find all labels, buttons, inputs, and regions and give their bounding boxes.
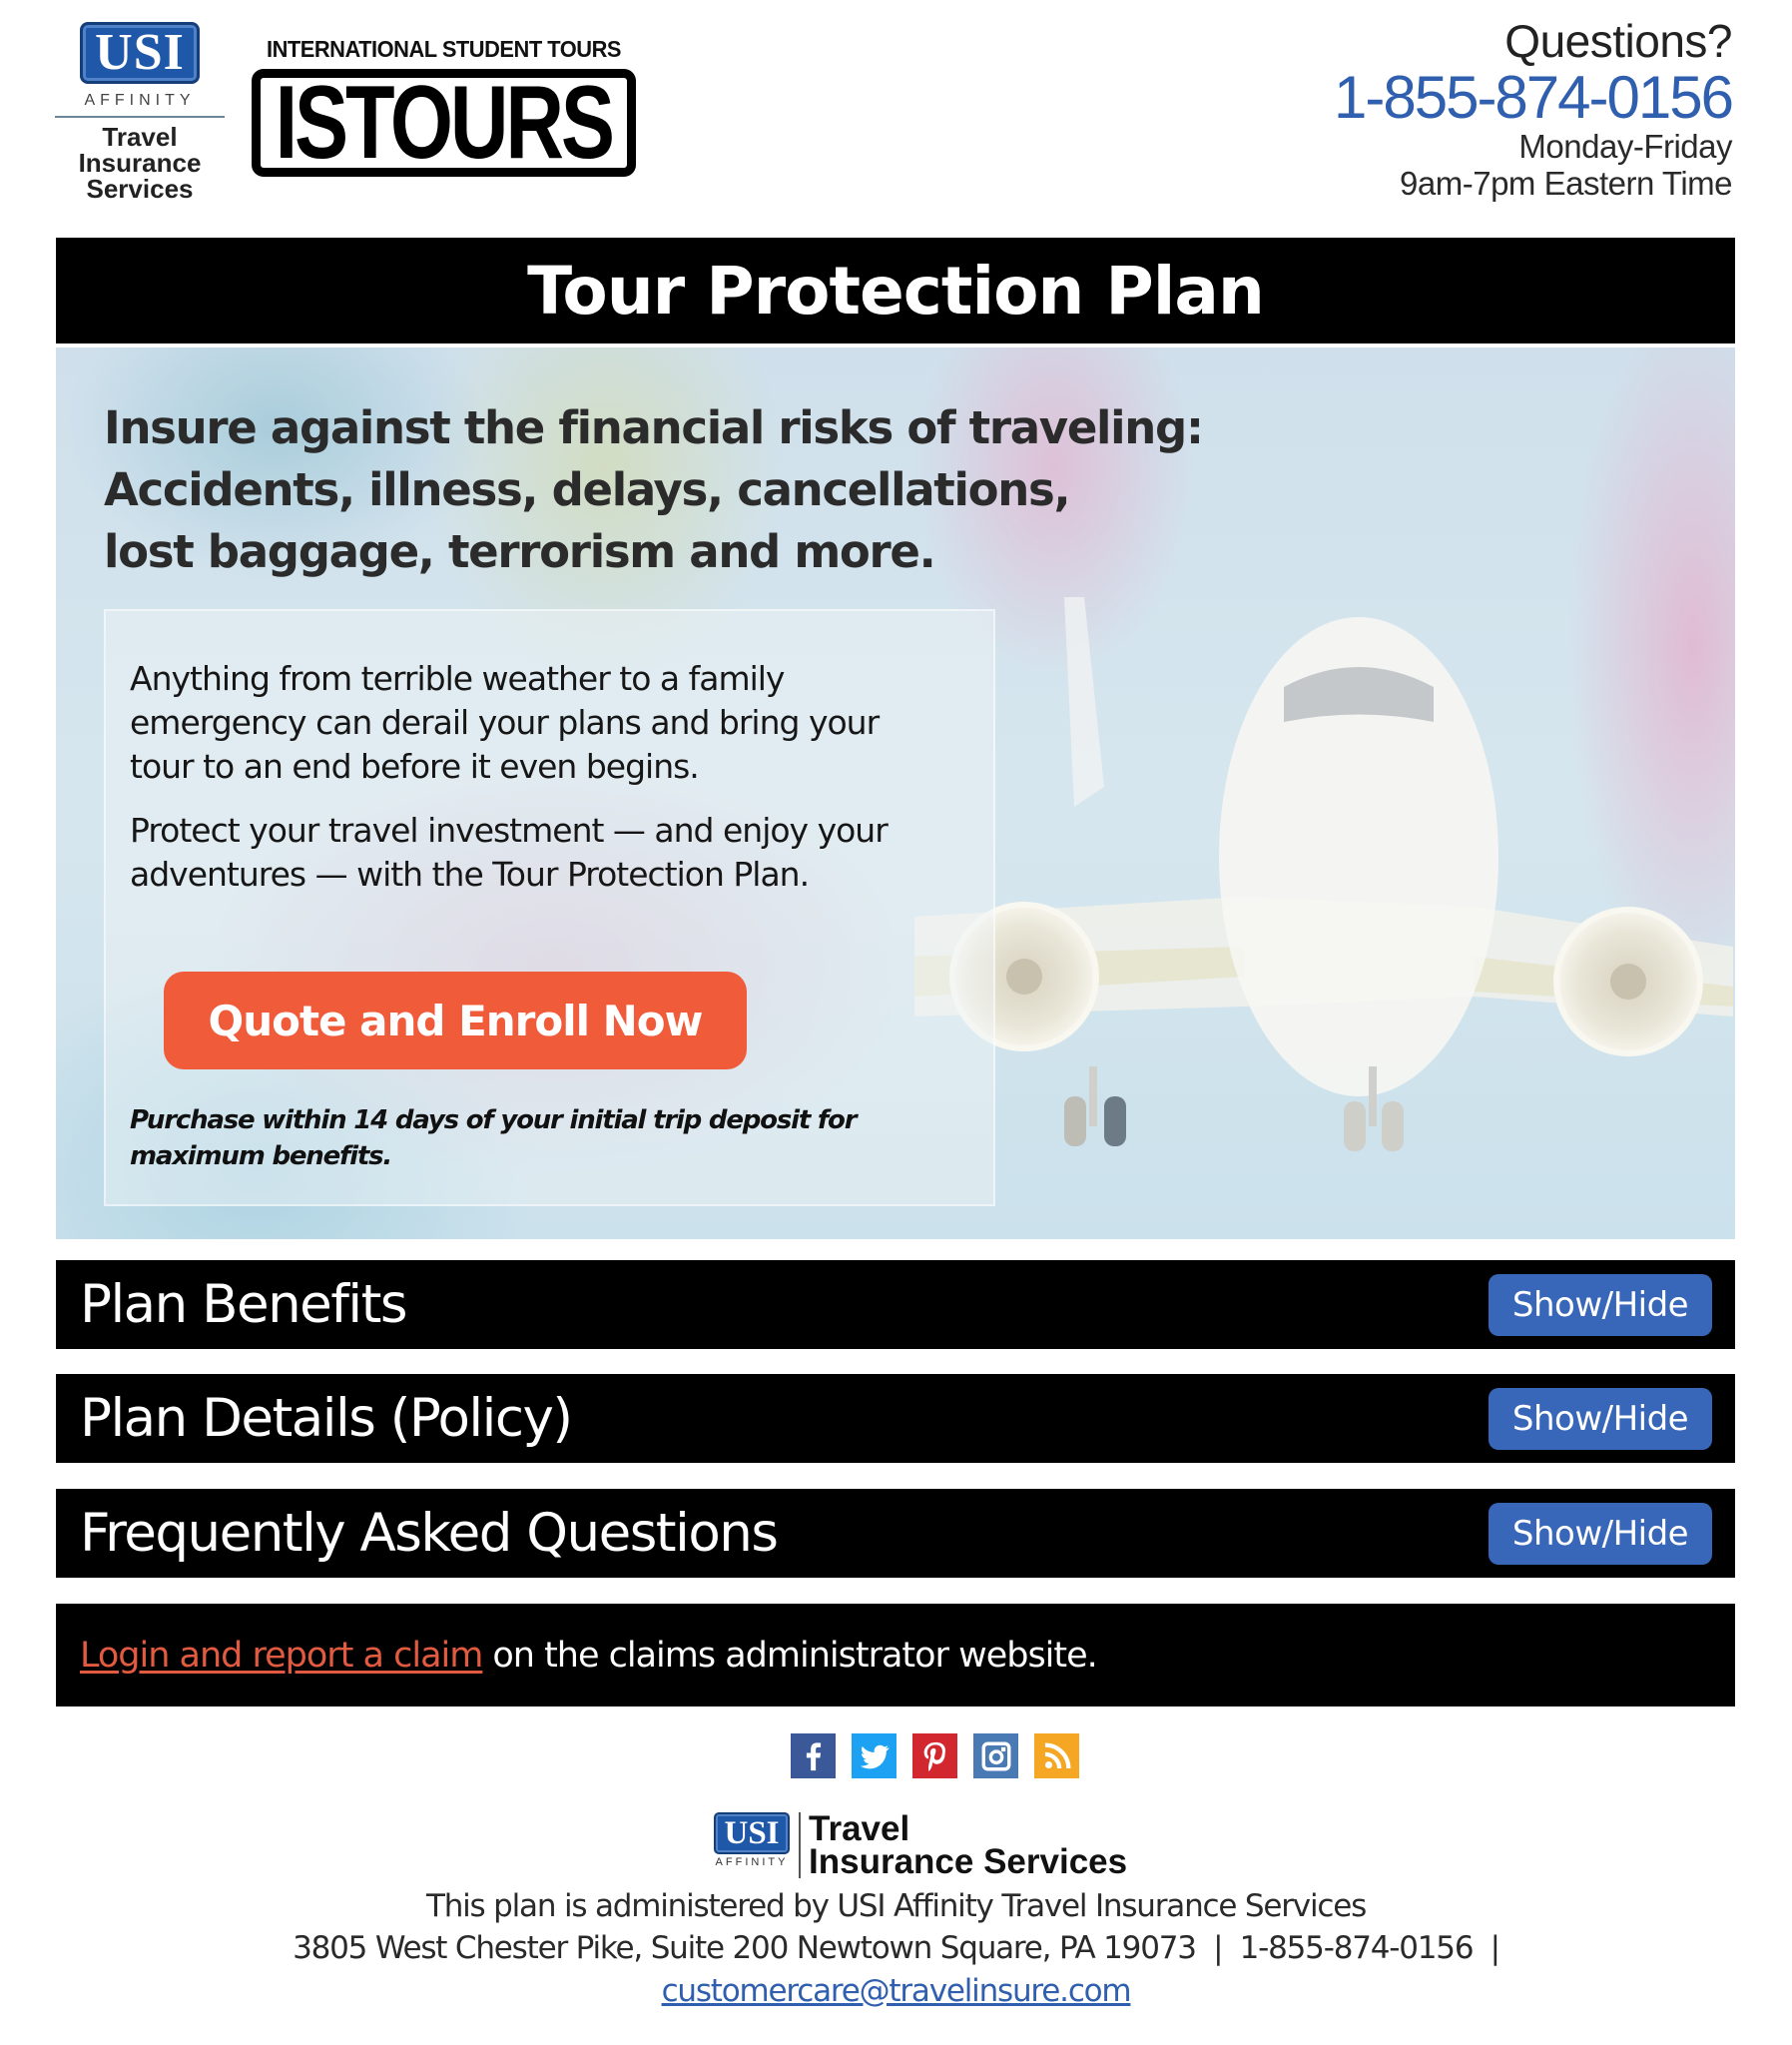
rss-icon[interactable]	[1034, 1733, 1079, 1778]
hero-paragraph-1: Anything from terrible weather to a family emergency can derail your plans and bring your tour to an end before it even begins.	[130, 659, 880, 786]
hero-banner	[56, 347, 1735, 1239]
section-title: Plan Details (Policy)	[80, 1388, 572, 1449]
plan-details-toggle-button[interactable]: Show/Hide	[1489, 1388, 1712, 1450]
section-plan-benefits	[56, 1260, 1735, 1349]
footer-logo-insurance-services: Insurance Services	[809, 1842, 1128, 1881]
footer-logo-travel: Travel	[809, 1809, 910, 1848]
footer-logo-divider	[799, 1812, 801, 1878]
facebook-icon[interactable]	[791, 1733, 836, 1778]
pinterest-icon[interactable]	[912, 1733, 957, 1778]
hero-headline	[104, 397, 1203, 583]
footer-usi-logo	[711, 1809, 1128, 1881]
purchase-note: Purchase within 14 days of your initial trip deposit for maximum benefits.	[130, 1105, 857, 1171]
usi-mark: USI	[80, 22, 200, 84]
plan-benefits-toggle-button[interactable]: Show/Hide	[1489, 1274, 1712, 1336]
usi-affinity-label: AFFINITY	[84, 92, 196, 109]
quote-and-enroll-button[interactable]: Quote and Enroll Now	[164, 972, 747, 1069]
footer-address: 3805 West Chester Pike, Suite 200 Newtown Square, PA 19073 | 1-855-874-0156 |	[293, 1930, 1499, 1966]
section-title: Plan Benefits	[80, 1274, 407, 1335]
usi-line-travel: Travel	[102, 122, 178, 152]
claim-text: on the claims administrator website.	[492, 1635, 1097, 1676]
usi-line-services: Services	[86, 174, 194, 204]
headline-line: Insure against the financial risks of traveling:	[104, 401, 1203, 454]
section-faq	[56, 1489, 1735, 1578]
faq-toggle-button[interactable]: Show/Hide	[1489, 1503, 1712, 1565]
usi-affinity-logo	[55, 22, 225, 202]
headline-line: Accidents, illness, delays, cancellations,	[104, 463, 1070, 516]
contact-days: Monday-Friday	[1518, 128, 1732, 165]
contact-phone[interactable]: 1-855-874-0156	[1333, 64, 1732, 131]
twitter-icon[interactable]	[852, 1733, 896, 1778]
usi-divider	[55, 116, 225, 118]
section-title: Frequently Asked Questions	[80, 1503, 778, 1564]
footer-usi-mark-block	[711, 1812, 793, 1868]
istours-logo	[252, 36, 636, 181]
istours-wordmark: ISTOURS	[275, 65, 613, 181]
section-plan-details	[56, 1374, 1735, 1463]
claim-bar	[56, 1604, 1735, 1706]
airplane-illustration-icon	[914, 597, 1733, 1156]
contact-question: Questions?	[1504, 15, 1732, 67]
social-links	[791, 1733, 1079, 1778]
istours-wordmark-box	[252, 65, 636, 181]
contact-block	[1334, 14, 1732, 202]
footer-affinity-label: AFFINITY	[715, 1856, 789, 1868]
report-claim-link[interactable]: Login and report a claim	[80, 1635, 483, 1676]
footer-usi-mark: USI	[714, 1812, 790, 1854]
contact-hours: 9am-7pm Eastern Time	[1400, 165, 1732, 202]
hero-paragraph-2: Protect your travel investment — and enjoy your adventures — with the Tour Protection Plan.	[130, 811, 888, 894]
instagram-icon[interactable]	[973, 1733, 1018, 1778]
istours-tagline: INTERNATIONAL STUDENT TOURS	[266, 36, 621, 62]
usi-line-insurance: Insurance	[78, 148, 202, 178]
headline-line: lost baggage, terrorism and more.	[104, 525, 935, 578]
footer-logo-text	[809, 1809, 1128, 1881]
footer-email-line	[0, 1973, 1792, 2009]
footer-admin-text: This plan is administered by USI Affinity Travel Insurance Services	[425, 1888, 1367, 1924]
page-title: Tour Protection Plan	[527, 252, 1264, 330]
customer-care-email-link[interactable]: customercare@travelinsure.com	[661, 1973, 1131, 2009]
title-bar	[56, 238, 1735, 343]
